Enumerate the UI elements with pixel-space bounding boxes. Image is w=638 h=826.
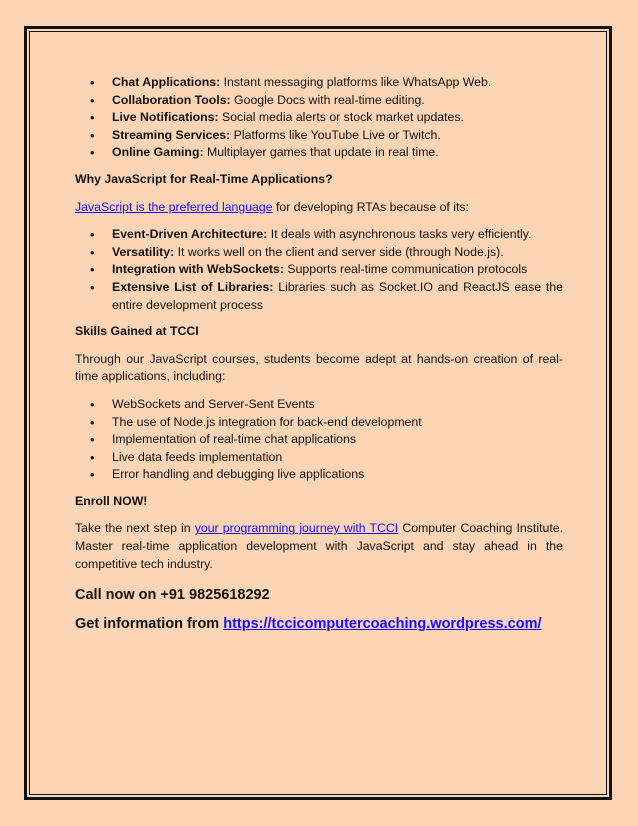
rta-examples-list: [75, 74, 563, 162]
list-item: • WebSockets and Server-Sent Events: [75, 396, 563, 414]
enroll-heading: Enroll NOW!: [75, 493, 148, 508]
enroll-paragraph: Take the next step in your programming journey with TCCI Computer Coaching Institute. Master real-time application development with JavaScript and stay ahead in the competitive tech industry.: [75, 521, 563, 571]
list-item: • Collaboration Tools: Google Docs with real-time editing.: [75, 92, 563, 110]
list-item: • Streaming Services: Platforms like YouTube Live or Twitch.: [75, 127, 563, 145]
list-item: • Extensive List of Libraries: Libraries such as Socket.IO and ReactJS ease the entire development process: [75, 279, 563, 314]
preferred-language-link[interactable]: JavaScript is the preferred language: [75, 199, 273, 214]
list-item: • Versatility: It works well on the client and server side (through Node.js).: [75, 244, 563, 262]
list-item: • Online Gaming: Multiplayer games that update in real time.: [75, 144, 563, 162]
list-item: • Live data feeds implementation: [75, 449, 563, 467]
list-item: • Integration with WebSockets: Supports real-time communication protocols: [75, 261, 563, 279]
js-features-list: [75, 226, 563, 314]
programming-journey-link[interactable]: your programming journey with TCCI: [194, 521, 399, 536]
skills-list: [75, 396, 563, 484]
why-javascript-paragraph: JavaScript is the preferred language for developing RTAs because of its:: [75, 199, 469, 214]
call-now-text: Call now on +91 9825618292: [75, 587, 270, 604]
why-javascript-heading: Why JavaScript for Real-Time Applications?: [75, 171, 333, 186]
skills-intro: Through our JavaScript courses, students become adept at hands-on creation of real-time applications, including:: [75, 351, 563, 384]
list-item: • Chat Applications: Instant messaging platforms like WhatsApp Web.: [75, 74, 563, 92]
get-information-line: Get information from https://tccicomputercoaching.wordpress.com/: [75, 616, 542, 633]
list-item: • Error handling and debugging live applications: [75, 466, 563, 484]
document-body: [75, 74, 563, 634]
list-item: • The use of Node.js integration for back-end development: [75, 414, 563, 432]
skills-heading: Skills Gained at TCCI: [75, 324, 199, 339]
list-item: • Implementation of real-time chat applications: [75, 431, 563, 449]
list-item: • Event-Driven Architecture: It deals with asynchronous tasks very efficiently.: [75, 226, 563, 244]
list-item: • Live Notifications: Social media alerts or stock market updates.: [75, 109, 563, 127]
website-link[interactable]: https://tccicomputercoaching.wordpress.com/: [223, 616, 542, 633]
